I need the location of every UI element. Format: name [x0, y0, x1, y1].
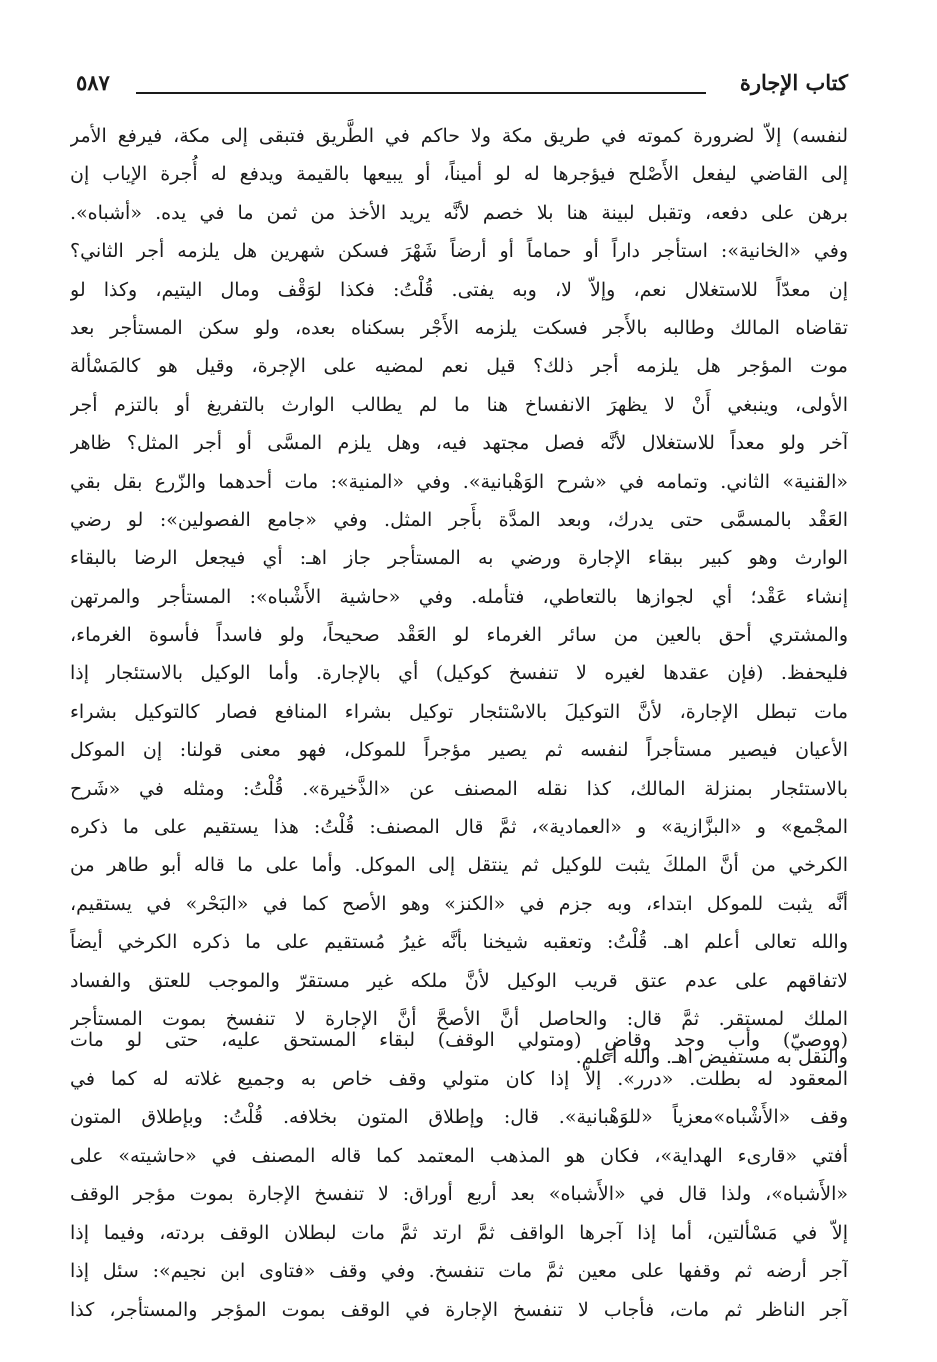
header-rule: [136, 92, 706, 94]
text-line: آجر أرضه ثم وقفها على معين ثمَّ مات تنفسخ. وفي وقف «فتاوى ابن نجيم»: سئل إذا: [70, 1260, 848, 1282]
text-line: فليحفظ. (فإن عقدها لغيره لا تنفسخ كوكيل) أي بالإجارة. وأما الوكيل بالاستئجار إذا: [70, 662, 848, 685]
paragraph-1: [70, 117, 848, 1077]
text-line: آجر الناظر ثم مات، فأجاب لا تنفسخ الإجارة في الوقف بموت المؤجر والمستأجر، كذا: [70, 1298, 848, 1321]
text-line: الوارث وهو كبير ببقاء الإجارة ورضي به المستأجر جاز اهـ: أي فيجعل الرضا بالبقاء: [70, 547, 848, 570]
chapter-title: كتاب الإجارة: [739, 70, 848, 95]
text-line: تقاضاه المالك وطالبه بالأَجر فسكت يلزمه الأَجْر بسكناه بعده، ولو سكن المستأجر بعد: [70, 316, 848, 339]
text-line: برهن على دفعه، وتقبل لبينة هنا بلا خصم لأنَّه يريد الأخذ من ثمن ما في يده. «أشباه».: [70, 201, 848, 224]
text-line: لنفسه) إلاّ لضرورة كموته في طريق مكة ولا حاكم في الطَّريق فتبقى إلى مكة، فيرفع الأمر: [70, 125, 848, 147]
text-line: بالاستئجار بمنزلة المالك، كذا نقله المصنف عن «الذَّخيرة». قُلْتُ: ومثله في «شَرح: [70, 777, 848, 800]
text-line: «الأَشباه»، ولذا قال في «الأَشباه» بعد أربع أوراق: لا تنفسخ الإجارة بموت مؤجر الوقف: [70, 1183, 848, 1205]
text-line: إن معدّاً للاستغلال نعم، وإلاّ لا، وبه يفتى. قُلْتُ: فكذا لوَقْف ومال اليتيم، وكذا لو: [70, 278, 848, 301]
text-line: (ووصيّ) وأب وجد وقاضٍ (ومتولي الوقف) لبقاء المستحق عليه، حتى لو مات: [70, 1029, 848, 1051]
paragraph-2: [70, 1021, 848, 1329]
text-line: المعقود له بطلت. «درر». إلاّ إذا كان متولي وقف خاص به وجميع غلاته له كما في: [70, 1067, 848, 1090]
text-line: أفتي «قارىء الهداية»، فكان هو المذهب المعتمد كما قاله المصنف في «حاشيته» على: [70, 1144, 848, 1167]
text-line: إلى القاضي ليفعل الأَصْلح فيؤجرها له لو أميناً، أو يبيعها بالقيمة ويدفع له أُجرة الإياب إن: [70, 163, 848, 186]
text-line: والله تعالى أعلم اهـ. قُلْتُ: وتعقبه شيخنا بأنَّه غيرُ مُستقيم على ما ذكره الكرخي أيضاً: [70, 931, 848, 954]
text-line: الملك لمستقر. ثمَّ قال: والحاصل أنَّ الأصحَّ أنَّ الإجارة لا تنفسخ بموت المستأجر: [70, 1007, 848, 1030]
text-line: الأعيان فيصير مستأجراً لنفسه ثم يصير مؤجراً للموكل، فهو معنى قولنا: إن الموكل: [70, 739, 848, 762]
text-line: الكرخي من أنَّ الملكَ يثبت للوكيل ثم ينتقل إلى الموكل. وأما على ما قاله أبو طاهر من: [70, 854, 848, 877]
text-line: أنَّه يثبت للموكل ابتداء، وبه جزم في «الكنز» وهو الأصح كما في «البَحْر» في يستقيم،: [70, 892, 848, 915]
text-line: مات تبطل الإجارة، لأنَّ التوكيلَ بالاسْتئجار توكيل بشراء المنافع فصار كالتوكيل بشراء: [70, 700, 848, 723]
text-line: آخر ولو معداً للاستغلال لأنَّه فصل مجتهد فيه، وهل يلزم المسَّى أو أجر المثل؟ ظاهر: [70, 432, 848, 455]
text-line: إلاّ في مَسْألتين، أما إذا آجرها الواقف ثمَّ ارتد ثمَّ مات لبطلان الوقف بردته، وفيما إذا: [70, 1221, 848, 1244]
text-line: والمشتري أحق بالعين من سائر الغرماء لو العَقْد صحيحاً، ولو فاسداً فأسوة الغرماء،: [70, 624, 848, 647]
text-line: العَقْد بالمسمَّى حتى يدرك، وبعد المدَّة بأَجر المثل. وفي «جامع الفصولين»: لو رضي: [70, 508, 848, 531]
text-line: إنشاء عَقْد؛ أي لجوازها بالتعاطي، فتأمله. وفي «حاشية الأَشْباه»: المستأجر والمرتهن: [70, 585, 848, 608]
text-line: لاتفاقهم على عدم عتق قريب الوكيل لأنَّ ملكه غير مستقرّ والموجب للعتق والفساد: [70, 969, 848, 992]
running-header: [76, 64, 848, 104]
text-line: وفي «الخانية»: استأجر داراً أو حماماً أو أرضاً شَهْرَ فسكن شهرين هل يلزمه أجر الثاني؟: [70, 240, 848, 263]
text-line: والنقل به مستفيض اهـ. والله أعلم.: [575, 1046, 848, 1069]
text-line: المجْمع» و «البزَّازية» و «العمادية»، ثمَّ قال المصنف: قُلْتُ: هذا يستقيم على ما ذكره: [70, 816, 848, 839]
text-line: وقف «الأَشْباه»معزياً «للوَهْبانية». قال: وإطلاق المتون بخلافه. قُلْتُ: وبإطلاق المتون: [70, 1106, 848, 1128]
text-line: «القنية» الثاني. وتمامه في «شرح الوَهْبانية». وفي «المنية»: مات أحدهما والزّرع بقل بقي: [70, 470, 848, 493]
page-number: ٥٨٧: [76, 70, 110, 95]
text-line: الأولى، وينبغي أَنْ لا يظهرَ الانفساخ هنا ما لم يطالب الوارث بالتفريغ أو بالتزم أجر: [70, 393, 848, 416]
text-line: موت المؤجر هل يلزمه أجر ذلك؟ قيل نعم لمضيه على الإجرة، وقيل هو كالمَسْألة: [70, 355, 848, 378]
